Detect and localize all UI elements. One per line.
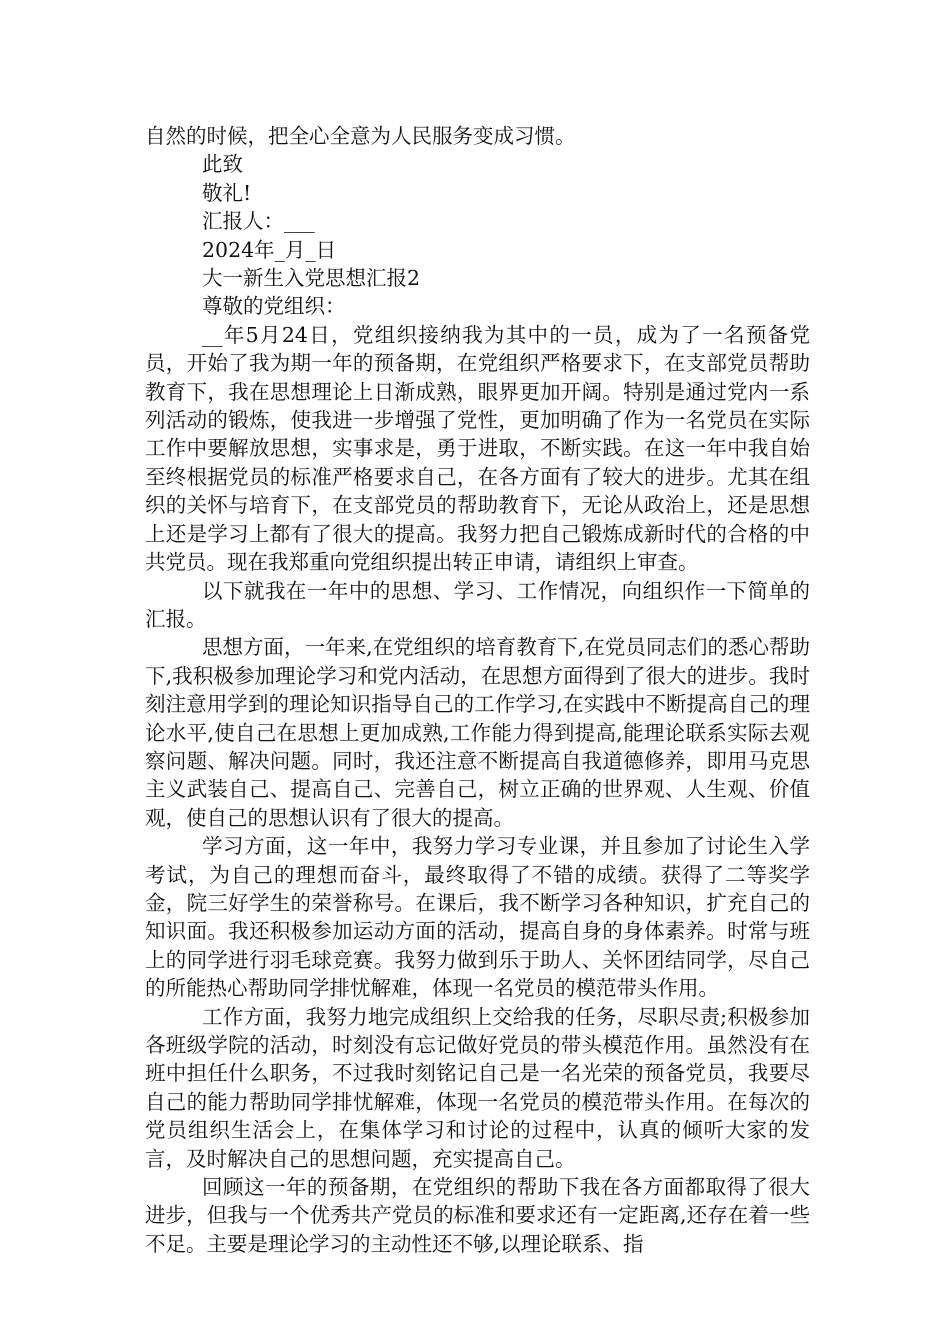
paragraph-2: 以下就我在一年中的思想、学习、工作情况，向组织作一下简单的汇报。: [145, 578, 810, 631]
paragraph-3: 思想方面，一年来,在党组织的培育教育下,在党员同志们的悉心帮助下,我积极参加理论学习和党内活动，在思想方面得到了很大的进步。我时刻注意用学到的理论知识指导自己的工作学习,在实践中不断提高自己的理论水平,使自己在思想上更加成熟,工作能力得到提高,能理论联系实际去观察问题、解决问题。同时，我还注意不断提高自我道德修养，即用马克思主义武装自己、提高自己、完善自己，树立正确的世界观、人生观、价值观，使自己的思想认识有了很大的提高。: [145, 635, 810, 830]
report-title: 大一新生入党思想汇报2: [202, 266, 421, 291]
reporter-line: 汇报人：___: [202, 209, 315, 234]
closing-line: 自然的时候，把全心全意为人民服务变成习惯。: [145, 124, 576, 148]
salutation-2: 敬礼!: [202, 180, 252, 205]
date-line: 2024年_月_日: [202, 237, 337, 262]
paragraph-5: 工作方面，我努力地完成组织上交给我的任务，尽职尽责;积极参加各班级学院的活动，时刻没有忘记做好党员的带头模范作用。虽然没有在班中担任什么职务，不过我时刻铭记自己是一名光荣的预备党员，我要尽自己的能力帮助同学排忧解难，体现一名党员的模范带头作用。在每次的党员组织生活会上，在集体学习和讨论的过程中，认真的倾听大家的发言，及时解决自己的思想问题，充实提高自己。: [145, 1004, 810, 1171]
paragraph-6: 回顾这一年的预备期，在党组织的帮助下我在各方面都取得了很大进步，但我与一个优秀共产党员的标准和要求还有一定距离,还存在着一些不足。主要是理论学习的主动性还不够,以理论联系、指: [145, 1175, 810, 1256]
paragraph-4: 学习方面，这一年中，我努力学习专业课，并且参加了讨论生入学考试，为自己的理想而奋斗，最终取得了不错的成绩。获得了二等奖学金，院三好学生的荣誉称号。在课后，我不断学习各种知识，扩充自己的知识面。我还积极参加运动方面的活动，提高自身的身体素养。时常与班上的同学进行羽毛球竞赛。我努力做到乐于助人、关怀团结同学，尽自己的所能热心帮助同学排忧解难，体现一名党员的模范带头作用。: [145, 834, 810, 1001]
document-body: [145, 122, 810, 1258]
paragraph-1: __年5月24日，党组织接纳我为其中的一员，成为了一名预备党员，开始了我为期一年的预备期，在党组织严格要求下，在支部党员帮助教育下，我在思想理论上日渐成熟，眼界更加开阔。特别是通过党内一系列活动的锻炼，使我进一步增强了党性，更加明确了作为一名党员在实际工作中要解放思想，实事求是，勇于进取，不断实践。在这一年中我自始至终根据党员的标准严格要求自己，在各方面有了较大的进步。尤其在组织的关怀与培育下，在支部党员的帮助教育下，无论从政治上，还是思想上还是学习上都有了很大的提高。我努力把自己锻炼成新时代的合格的中共党员。现在我郑重向党组织提出转正申请，请组织上审查。: [145, 322, 810, 575]
greeting: 尊敬的党组织：: [202, 294, 346, 319]
salutation-1: 此致: [202, 152, 243, 177]
